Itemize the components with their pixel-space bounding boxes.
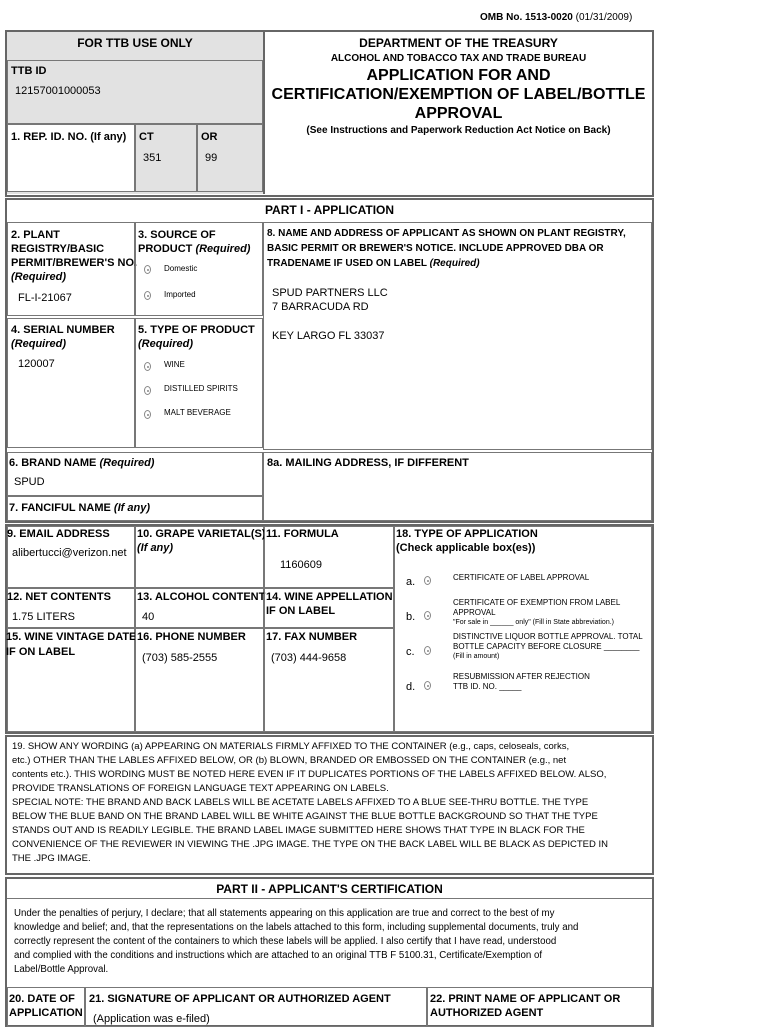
source-required: (Required): [195, 243, 251, 255]
malt-radio[interactable]: [144, 410, 151, 419]
product-type-label: 5. TYPE OF PRODUCT: [138, 324, 255, 336]
part1-heading: PART I - APPLICATION: [264, 203, 395, 217]
formula-value: 1160609: [280, 559, 323, 571]
app-type-label-2: (Check applicable box(es)): [396, 542, 536, 554]
ct-value: 351: [143, 152, 162, 164]
spirits-radio[interactable]: [144, 386, 151, 395]
plant-label-3: PERMIT/BREWER'S NO.: [11, 257, 138, 269]
wording-line-1: 19. SHOW ANY WORDING (a) APPEARING ON MATERIALS FIRMLY AFFIXED TO THE CONTAINER (e.g., caps, celoseals, corks,: [12, 741, 570, 752]
source-label-1: 3. SOURCE OF: [138, 229, 216, 241]
or-value: 99: [205, 152, 218, 164]
imported-radio[interactable]: [144, 291, 151, 300]
vintage-label-2: IF ON LABEL: [6, 646, 76, 658]
opt-c-letter: c.: [406, 646, 415, 658]
source-label-2: PRODUCT: [138, 243, 193, 255]
rep-id-label: 1. REP. ID. NO. (If any): [11, 131, 127, 143]
signature-label: 21. SIGNATURE OF APPLICANT OR AUTHORIZED AGENT: [89, 993, 391, 1005]
date-label-1: 20. DATE OF: [9, 993, 75, 1005]
domestic-label: Domestic: [164, 264, 198, 273]
mailing-label: 8a. MAILING ADDRESS, IF DIFFERENT: [267, 457, 469, 469]
serial-value: 120007: [18, 358, 55, 370]
brand-required: (Required): [99, 457, 155, 469]
brand-value: SPUD: [14, 476, 45, 488]
wording-line-7: STANDS OUT AND IS READILY LEGIBLE. THE BRAND LABEL IMAGE SUBMITTED HERE SHOWS THAT TYPE IN BLACK FOR THE: [12, 825, 585, 836]
wording-line-9: THE .JPG IMAGE.: [12, 853, 91, 864]
opt-c-label-1: DISTINCTIVE LIQUOR BOTTLE APPROVAL. TOTAL: [453, 632, 643, 641]
net-contents-label: 12. NET CONTENTS: [7, 591, 111, 603]
opt-c-label-3: (Fill in amount): [453, 653, 500, 660]
cert-line-2: knowledge and belief; and, that the representations on the labels attached to this form, including supplemental documents, truly and: [14, 922, 579, 933]
plant-label-1: 2. PLANT: [11, 229, 60, 241]
opt-b-radio[interactable]: [424, 611, 431, 620]
grape-required: (If any): [137, 542, 174, 554]
email-value: alibertucci@verizon.net: [12, 547, 127, 559]
fanciful-required: (If any): [113, 502, 150, 514]
opt-b-label-2: APPROVAL: [453, 608, 496, 617]
signature-value: (Application was e-filed): [93, 1013, 210, 1025]
ct-label: CT: [139, 131, 154, 143]
form-title-1: APPLICATION FOR AND: [366, 67, 551, 84]
alcohol-label: 13. ALCOHOL CONTENT: [137, 591, 266, 603]
opt-c-radio[interactable]: [424, 646, 431, 655]
opt-b-label-1: CERTIFICATE OF EXEMPTION FROM LABEL: [453, 598, 621, 607]
ttb-id-label: TTB ID: [11, 65, 47, 77]
wine-label: WINE: [164, 360, 185, 369]
opt-d-label-1: RESUBMISSION AFTER REJECTION: [453, 672, 590, 681]
certification-text: [14, 907, 650, 977]
spirits-label: DISTILLED SPIRITS: [164, 384, 238, 393]
print-name-label-1: 22. PRINT NAME OF APPLICANT OR: [430, 993, 621, 1005]
or-label: OR: [201, 131, 218, 143]
imported-label: Imported: [164, 290, 196, 299]
wording-line-3: contents etc.). THIS WORDING MUST BE NOTED HERE EVEN IF IT DUPLICATES PORTIONS OF THE LABELS AFFIXED BELOW. ALSO,: [12, 769, 607, 780]
phone-label: 16. PHONE NUMBER: [137, 631, 246, 643]
cert-line-5: Label/Bottle Approval.: [14, 964, 109, 975]
app-type-box: [394, 526, 652, 732]
opt-a-letter: a.: [406, 576, 416, 588]
wording-text: [12, 740, 652, 866]
malt-label: MALT BEVERAGE: [164, 408, 231, 417]
wording-line-6: BELOW THE BLUE BAND ON THE BRAND LABEL WILL BE WHITE AGAINST THE BLUE BOTTLE BACKGROUND SO THAT THE TYPE: [12, 811, 598, 822]
dept-title: DEPARTMENT OF THE TREASURY: [359, 36, 558, 50]
part2-heading: PART II - APPLICANT'S CERTIFICATION: [216, 882, 443, 896]
part2-divider: [7, 898, 652, 899]
opt-b-letter: b.: [406, 611, 416, 623]
app-type-label-1: 18. TYPE OF APPLICATION: [396, 528, 538, 540]
domestic-radio[interactable]: [144, 265, 151, 274]
grape-label: 10. GRAPE VARIETAL(S): [137, 528, 266, 540]
date-label-2: APPLICATION: [9, 1007, 83, 1019]
brand-label: 6. BRAND NAME: [9, 457, 97, 469]
wording-line-5: SPECIAL NOTE: THE BRAND AND BACK LABELS WILL BE ACETATE LABELS AFFIXED TO A BLUE SEE-THRU BOTTLE. THE TYPE: [12, 797, 589, 808]
print-name-label-2: AUTHORIZED AGENT: [430, 1007, 544, 1019]
plant-required: (Required): [11, 271, 66, 283]
wine-radio[interactable]: [144, 362, 151, 371]
wording-line-4: PROVIDE TRANSLATIONS OF FOREIGN LANGUAGE TEXT APPEARING ON LABELS.: [12, 783, 389, 794]
cert-line-1: Under the penalties of perjury, I declare; that all statements appearing on this application are true and correct to the best of my: [14, 908, 555, 919]
alcohol-value: 40: [142, 611, 155, 623]
form-title-3: APPROVAL: [414, 105, 503, 122]
opt-d-letter: d.: [406, 681, 416, 693]
opt-a-label: CERTIFICATE OF LABEL APPROVAL: [453, 573, 590, 582]
omb-number: OMB No. 1513-0020: [480, 12, 573, 23]
formula-label: 11. FORMULA: [266, 528, 339, 540]
wording-line-2: etc.) OTHER THAN THE LABLES AFFIXED BELOW, OR (b) BLOWN, BRANDED OR EMBOSSED ON THE CONTAINER (e.g., net: [12, 755, 567, 766]
product-type-required: (Required): [138, 338, 193, 350]
appellation-label-1: 14. WINE APPELLATION: [266, 591, 393, 603]
serial-label: 4. SERIAL NUMBER: [11, 324, 115, 336]
net-contents-value: 1.75 LITERS: [12, 611, 75, 623]
opt-b-label-3: "For sale in ______ only" (Fill in State abbreviation.): [453, 619, 614, 626]
ttb-id-value: 12157001000053: [15, 85, 101, 97]
omb-date: (01/31/2009): [575, 12, 633, 23]
instructions-note: (See Instructions and Paperwork Reduction Act Notice on Back): [306, 125, 611, 136]
appellation-label-2: IF ON LABEL: [266, 605, 336, 617]
address-line-3: KEY LARGO FL 33037: [272, 330, 385, 342]
plant-value: FL-I-21067: [18, 292, 72, 304]
opt-a-radio[interactable]: [424, 576, 431, 585]
plant-label-2: REGISTRY/BASIC: [11, 243, 105, 255]
bureau-title: ALCOHOL AND TOBACCO TAX AND TRADE BUREAU: [330, 53, 587, 64]
opt-c-label-2: BOTTLE CAPACITY BEFORE CLOSURE ________: [453, 642, 640, 651]
fanciful-label: 7. FANCIFUL NAME: [9, 502, 111, 514]
email-label: 9. EMAIL ADDRESS: [7, 528, 110, 540]
fax-value: (703) 444-9658: [271, 652, 347, 664]
cert-line-4: and complied with the conditions and instructions which are attached to an original TTB F 5100.31, Certificate/Exemption of: [14, 950, 543, 961]
form-title-2: CERTIFICATION/EXEMPTION OF LABEL/BOTTLE: [271, 86, 646, 103]
name-address-label: 8. NAME AND ADDRESS OF APPLICANT AS SHOWN ON PLANT REGISTRY, BASIC PERMIT OR BREWER'S NOTICE. INCLUDE APPROVED DBA OR TRADENAME IF USED ON LABEL (Required): [267, 228, 626, 269]
vintage-label-1: 15. WINE VINTAGE DATE: [6, 631, 137, 643]
omb-line: [480, 11, 632, 25]
serial-required: (Required): [11, 338, 66, 350]
cert-line-3: correctly represent the content of the containers to which these labels will be applied. I also certify that I have read, understood: [14, 936, 557, 947]
ttb-use-heading: FOR TTB USE ONLY: [77, 36, 193, 50]
opt-d-label-2: TTB ID. NO. _____: [453, 682, 522, 691]
opt-d-radio[interactable]: [424, 681, 431, 690]
wording-line-8: CONVENIENCE OF THE REVIEWER IN VIEWING THE .JPG IMAGE. THE TYPE ON THE BACK LABEL WILL BE BLACK AS DEPICTED IN: [12, 839, 608, 850]
address-line-2: 7 BARRACUDA RD: [272, 301, 369, 313]
phone-value: (703) 585-2555: [142, 652, 218, 664]
fax-label: 17. FAX NUMBER: [266, 631, 358, 643]
address-line-1: SPUD PARTNERS LLC: [272, 287, 388, 299]
